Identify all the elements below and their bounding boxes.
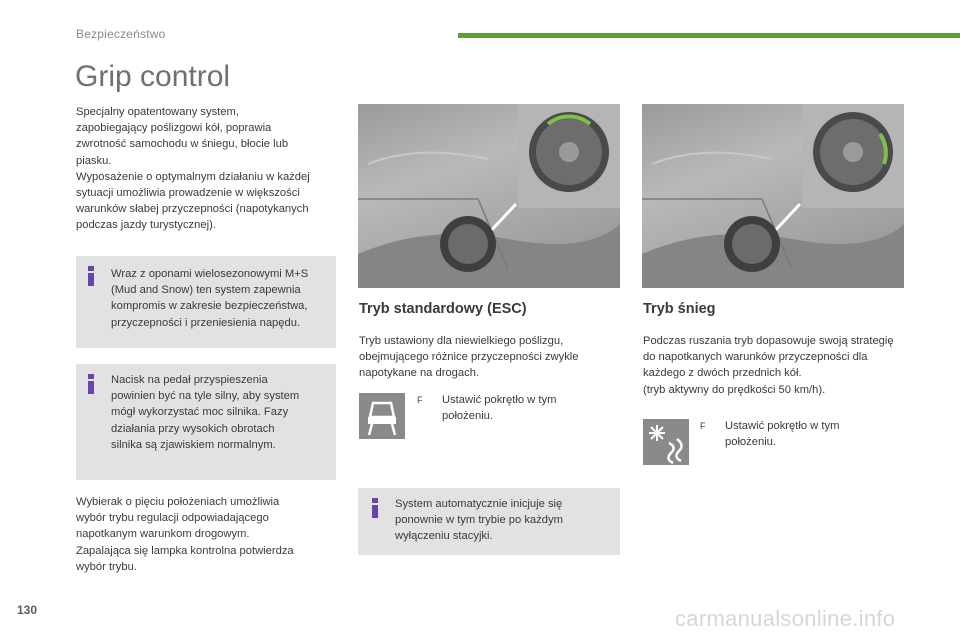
intro-line: zwrotność samochodu w śniegu, błocie lub <box>76 138 289 151</box>
info-box-tires <box>76 256 336 348</box>
info-line: powinien być na tyle silny, aby system <box>111 390 300 403</box>
instruction-line: położeniu. <box>725 436 777 448</box>
selector-paragraph <box>76 494 346 575</box>
body-line: obejmującego różnice przyczepności zwykle <box>359 351 579 364</box>
info-box-auto-reset <box>358 488 620 555</box>
snow-mode-body <box>643 333 923 398</box>
body-line: do napotkanych warunków przyczepności dla <box>643 351 868 364</box>
info-box-text <box>395 496 617 545</box>
body-line: (tryb aktywny do prędkości 50 km/h). <box>643 383 826 396</box>
info-icon <box>88 374 94 394</box>
info-line: przyczepności i przeniesienia napędu. <box>111 316 301 329</box>
instruction-text <box>725 418 839 450</box>
selector-line: wybór trybu regulacji odpowiadającego <box>76 512 269 525</box>
info-line: System automatycznie inicjuje się <box>395 498 563 510</box>
page-title: Grip control <box>75 60 231 93</box>
section-label: Bezpieczeństwo <box>76 27 166 41</box>
info-line: Nacisk na pedał przyspieszenia <box>111 374 268 386</box>
standard-mode-instruction <box>417 392 617 426</box>
intro-paragraph <box>76 104 346 234</box>
info-box-accelerator <box>76 364 336 480</box>
info-line: ponownie w tym trybie po każdym <box>395 514 563 527</box>
snow-mode-icon <box>643 419 689 465</box>
selector-line: Wybierak o pięciu położeniach umożliwia <box>76 496 280 508</box>
esc-mode-icon <box>359 393 405 439</box>
intro-line: warunków słabej przyczepności (napotykanych <box>76 203 309 216</box>
info-line: silnika są zjawiskiem normalnym. <box>111 438 276 451</box>
selector-line: napotkanym warunkom drogowym. <box>76 528 250 541</box>
section-color-bar <box>458 33 960 38</box>
info-icon <box>372 498 378 518</box>
body-line: Podczas ruszania tryb dopasowuje swoją strategię <box>643 335 894 347</box>
info-line: kompromis w zakresie bezpieczeństwa, <box>111 300 308 313</box>
selector-line: Zapalająca się lampka kontrolna potwierdza <box>76 544 294 557</box>
instruction-line: Ustawić pokrętło w tym <box>442 394 557 406</box>
info-line: (Mud and Snow) ten system zapewnia <box>111 284 301 297</box>
instruction-line: położeniu. <box>442 410 494 422</box>
page-number: 130 <box>17 603 38 617</box>
intro-line: Wyposażenie o optymalnym działaniu w każdej <box>76 170 310 183</box>
body-line: napotykane na drogach. <box>359 367 480 380</box>
bullet-marker: F <box>700 421 706 431</box>
photo-standard-mode <box>358 104 620 288</box>
body-line: każdego z dwóch przednich kół. <box>643 367 802 380</box>
intro-line: sytuacji umożliwia prowadzenie w większości <box>76 187 300 200</box>
instruction-line: Ustawić pokrętło w tym <box>725 420 840 432</box>
info-line: wyłączeniu stacyjki. <box>395 530 493 543</box>
info-line: mógł wykorzystać moc silnika. Fazy <box>111 406 289 419</box>
photo-snow-mode <box>642 104 904 288</box>
info-line: działania przy wysokich obrotach <box>111 422 275 435</box>
snow-mode-instruction <box>700 418 900 452</box>
instruction-text <box>442 392 556 424</box>
standard-mode-body <box>359 333 619 382</box>
body-line: Tryb ustawiony dla niewielkiego poślizgu, <box>359 335 564 347</box>
selector-line: wybór trybu. <box>76 560 137 573</box>
info-icon <box>88 266 94 286</box>
intro-line: Specjalny opatentowany system, <box>76 106 239 118</box>
bullet-marker: F <box>417 395 423 405</box>
info-box-text <box>111 372 333 453</box>
info-box-text <box>111 266 333 331</box>
intro-line: piasku. <box>76 154 112 167</box>
standard-mode-heading: Tryb standardowy (ESC) <box>359 301 527 317</box>
intro-line: zapobiegający poślizgowi kół, poprawia <box>76 122 272 135</box>
watermark: carmanualsonline.info <box>675 606 896 631</box>
snow-mode-heading: Tryb śnieg <box>643 301 716 317</box>
info-line: Wraz z oponami wielosezonowymi M+S <box>111 268 309 280</box>
intro-line: podczas jazdy turystycznej). <box>76 219 216 232</box>
